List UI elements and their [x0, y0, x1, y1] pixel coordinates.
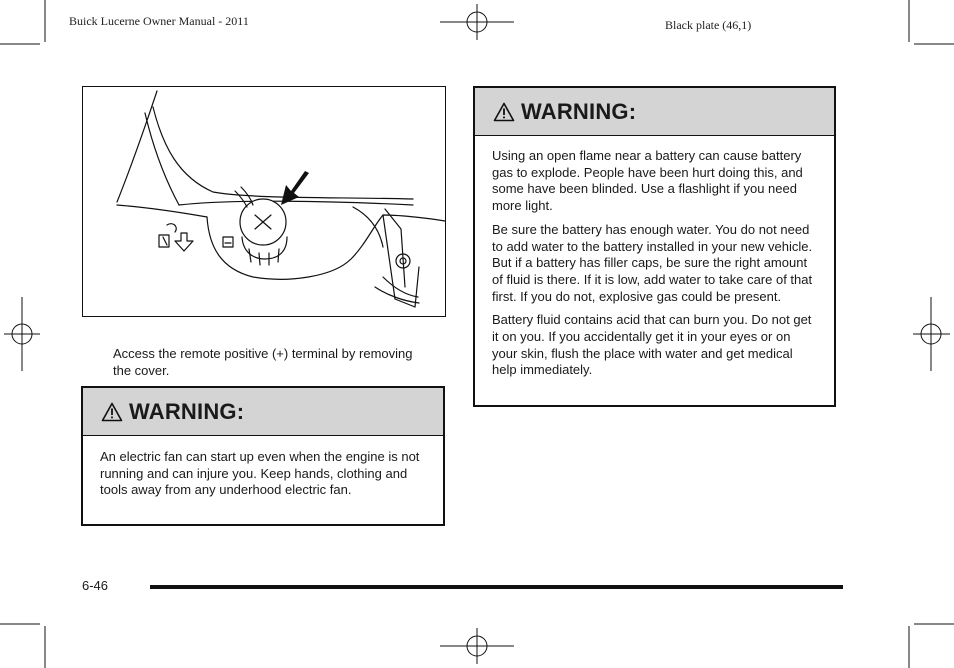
warning-paragraph: An electric fan can start up even when the engine is not running and can injure you. Keep hands, clothing and tools away from any underhood electric fan.	[100, 449, 420, 498]
registration-mark-icon	[440, 4, 514, 40]
footer-rule	[150, 585, 843, 589]
registration-mark-icon	[913, 297, 950, 371]
warning-box-fan	[81, 386, 445, 526]
warning-paragraph: Be sure the battery has enough water. You do not need to add water to the battery installed in your new vehicle. But if a battery has filler caps, be sure the right amount of fluid is there. If it is low, add water to take care of that first. If you do not, explosive gas could be present.	[492, 221, 813, 304]
manual-title: Buick Lucerne Owner Manual - 2011	[69, 14, 249, 28]
warning-body	[83, 436, 443, 499]
registration-mark-icon	[4, 297, 40, 371]
arrow-icon	[281, 171, 309, 205]
figure-caption: Access the remote positive (+) terminal by removing the cover.	[113, 346, 413, 378]
warning-title: WARNING:	[129, 398, 245, 424]
warning-triangle-icon	[493, 102, 515, 122]
warning-box-battery	[473, 86, 836, 407]
battery-drawing	[83, 87, 446, 317]
warning-triangle-icon	[101, 402, 123, 422]
warning-paragraph: Battery fluid contains acid that can burn you. Do not get it on you. If you accidentally get it in your eyes or on your skin, flush the place with water and get medical help immediately.	[492, 312, 812, 378]
battery-terminal-illustration	[82, 86, 446, 317]
warning-paragraph: Using an open flame near a battery can cause battery gas to explode. People have been hurt doing this, and some have been blinded. Use a flashlight if you need more light.	[492, 148, 803, 214]
warning-header	[83, 388, 443, 436]
warning-body	[475, 136, 834, 379]
plate-label: Black plate (46,1)	[665, 18, 752, 32]
registration-mark-icon	[440, 628, 514, 664]
warning-header	[475, 88, 834, 136]
page-number: 6-46	[82, 578, 109, 593]
warning-title: WARNING:	[521, 98, 637, 124]
